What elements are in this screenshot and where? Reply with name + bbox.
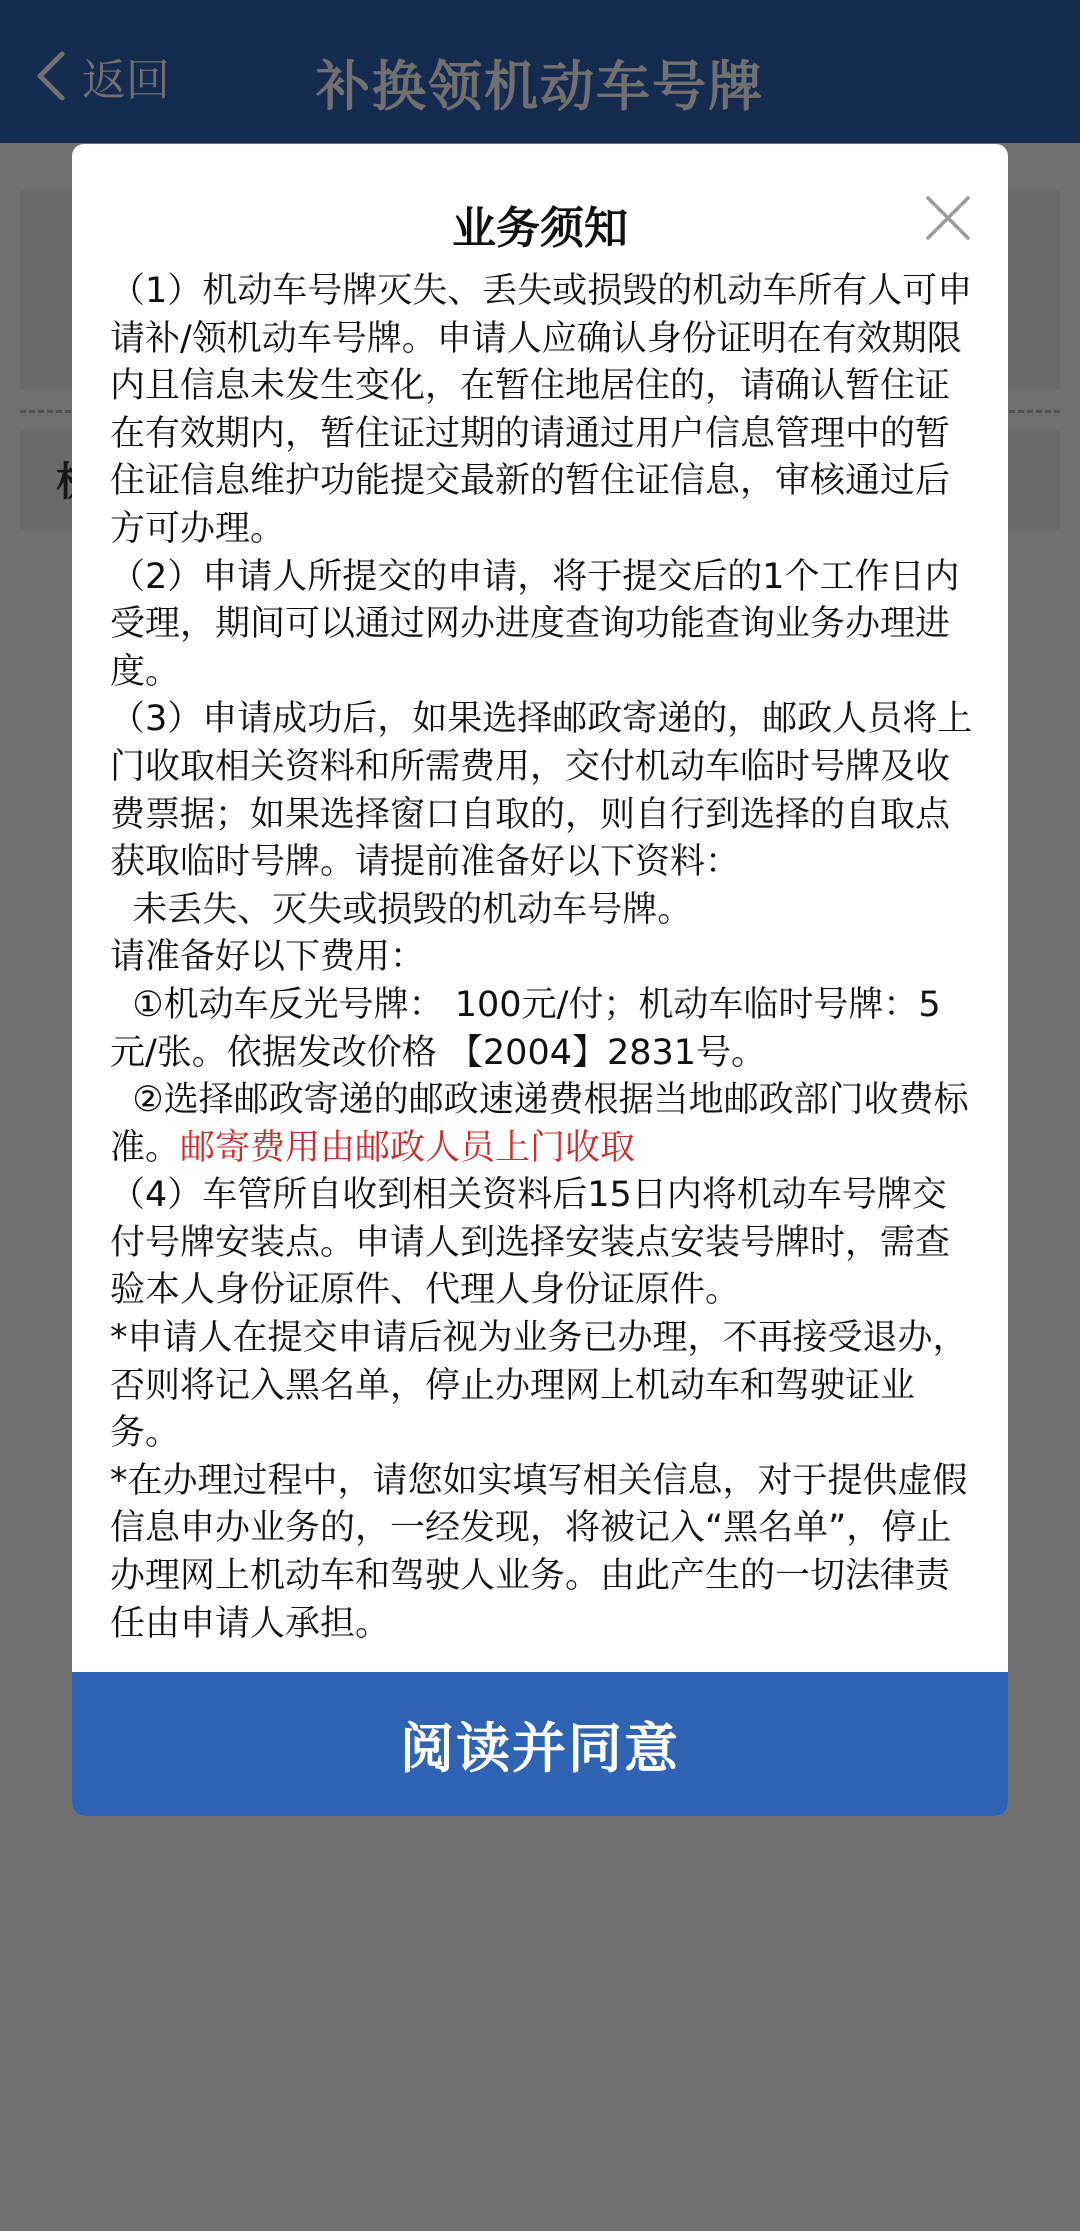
notice-body (110, 268, 976, 1648)
notice-paragraph: （4）车管所自收到相关资料后15日内将机动车号牌交付号牌安装点。申请人到选择安装点安装号牌时，需查验本人身份证原件、代理人身份证原件。 (110, 1175, 951, 1311)
read-and-agree-button[interactable]: 阅读并同意 (72, 1672, 1008, 1816)
notice-paragraph-fee2 (110, 1077, 976, 1172)
postal-fee-highlight: 邮寄费用由邮政人员上门收取 (180, 1127, 636, 1168)
notice-paragraph: *在办理过程中，请您如实填写相关信息，对于提供虚假信息申办业务的，一经发现，将被记入“黑名单”，停止办理网上机动车和驾驶人业务。由此产生的一切法律责任由申请人承担。 (110, 1460, 968, 1644)
notice-paragraph: （3）申请成功后，如果选择邮政寄递的，邮政人员将上门收取相关资料和所需费用，交付机动车临时号牌及收费票据；如果选择窗口自取的，则自行到选择的自取点获取临时号牌。请提前准备好以下资料： (110, 699, 973, 883)
notice-paragraph: （1）机动车号牌灭失、丢失或损毁的机动车所有人可申请补/领机动车号牌。申请人应确认身份证明在有效期限内且信息未发生变化，在暂住地居住的，请确认暂住证在有效期内，暂住证过期的请通过用户信息管理中的暂住证信息维护功能提交最新的暂住证信息，审核通过后方可办理。 (110, 271, 973, 549)
dialog-title: 业务须知 (452, 203, 628, 254)
notice-paragraph: （2）申请人所提交的申请，将于提交后的1个工作日内受理，期间可以通过网办进度查询功能查询业务办理进度。 (110, 556, 960, 692)
notice-dialog (72, 144, 1008, 1816)
close-icon[interactable] (920, 190, 976, 246)
notice-paragraph: 请准备好以下费用： (110, 937, 426, 978)
notice-paragraph: ①机动车反光号牌： 100元/付；机动车临时号牌：5元/张。依据发改价格 【2004】2831号。 (110, 984, 941, 1073)
notice-paragraph: *申请人在提交申请后视为业务已办理，不再接受退办，否则将记入黑名单，停止办理网上机动车和驾驶证业务。 (110, 1318, 968, 1454)
notice-paragraph: 未丢失、灭失或损毁的机动车号牌。 (110, 889, 693, 930)
fee2-text: ②选择邮政寄递的邮政速递费根据当地邮政部门收费标准。 (110, 1080, 969, 1168)
